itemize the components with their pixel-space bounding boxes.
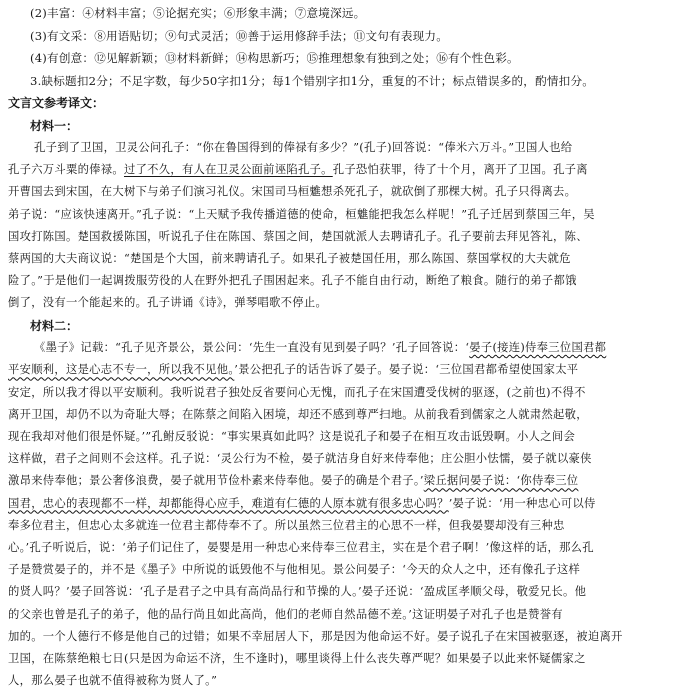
paragraph-line: 国君，忠心的表现都不一样，却都能得心应手，难道有仁德的人原本就有很多忠心吗？’晏子说：‘用一种忠心可以侍 <box>8 496 596 510</box>
material-1-title: 材料一： <box>30 118 79 133</box>
paragraph-line: 离开卫国，却仍不以为奇耻大辱；在陈蔡之间陷入困境，却还不感到尊严扫地。从前我看到儒家之人就肃然起敬， <box>8 407 588 421</box>
wavy-underlined-phrase: 国君，忠心的表现都不一样，却都能得心应手，难道有仁德的人原本就有很多忠心吗？ <box>8 496 449 510</box>
criteria-line-2: (2)丰富：④材料丰富；⑤论据充实；⑥形象丰满；⑦意境深远。 <box>30 6 366 20</box>
paragraph-line: 现在我却对他们很是怀疑。’”孔鲋反驳说：“事实果真如此吗？这是说孔子和晏子在相互攻击诋毁啊。小人之间会 <box>8 429 576 443</box>
material-1-body <box>8 137 682 315</box>
paragraph-line: 平安顺利，这是心志不专一，所以我不见他。’景公把孔子的话告诉了晏子。晏子说：‘三位国君都希望使国家太平 <box>8 363 579 377</box>
paragraph-line: 孔子六万斗粟的俸禄。过了不久，有人在卫灵公面前诬陷孔子。孔子恐怕获罪，待了十个月，离开了卫国。孔子离 <box>8 163 588 177</box>
wavy-underlined-phrase: 梁丘据问晏子说：‘你侍奉三位 <box>423 474 579 488</box>
paragraph-line: 《墨子》记载：“孔子见齐景公，景公问：‘先生一直没有见到晏子吗？’孔子回答说：‘晏子(接连)侍奉三位国君都 <box>34 341 607 355</box>
paragraph-line: 的父亲也曾是孔子的弟子，他的品行尚且如此高尚，他们的老师自然品德不差。’这证明晏子对孔子也是赞誉有 <box>8 607 563 621</box>
paragraph-line: 孔子到了卫国，卫灵公问孔子：“你在鲁国得到的俸禄有多少？”(孔子)回答说：“俸米六万斗。”卫国人也给 <box>34 141 573 154</box>
paragraph-line: 倒了，没有一个能起来的。孔子讲诵《诗》，弹琴唱歌不停止。 <box>8 296 328 310</box>
material-2-body <box>8 337 682 692</box>
paragraph-line: 心。’孔子听说后，说：‘弟子们记住了，晏婴是用一种忠心来侍奉三位君主，实在是个君子啊！’像这样的话，那么孔 <box>8 540 594 554</box>
paragraph-line: 开曹国去到宋国，在大树下与弟子们演习礼仪。宋国司马桓魋想杀死孔子，就砍倒了那棵大树。孔子只得离去。 <box>8 185 577 199</box>
paragraph-line: 这样做，君子之间则不会这样。孔子说：‘灵公行为不检，晏子就洁身自好来侍奉他；庄公胆小怯懦，晏子就以豪侠 <box>8 452 592 466</box>
criteria-line-4: (4)有创意：⑫见解新颖；⑬材料新鲜；⑭构思新巧；⑮推理想象有独到之处；⑯有个性色彩。 <box>30 51 519 65</box>
paragraph-line: 人，那么晏子也就不值得被称为贤人了。” <box>8 674 218 688</box>
underlined-phrase: 过了不久，有人在卫灵公面前诬陷孔子。 <box>123 163 333 177</box>
scoring-rule-3: 3.缺标题扣2分；不足字数，每少50字扣1分；每1个错别字扣1分，重复的不计；标点错误多的，酌情扣分。 <box>30 73 595 88</box>
paragraph-line: 国攻打陈国。楚国救援陈国，听说孔子住在陈国、蔡国之间，楚国就派人去聘请孔子。孔子要前去拜见答礼，陈、 <box>8 229 588 243</box>
paragraph-line: 激昂来侍奉他；景公奢侈浪费，晏子就用节俭朴素来侍奉他。晏子的确是个君子。’梁丘据问晏子说：‘你侍奉三位 <box>8 474 579 488</box>
wavy-underlined-phrase: 晏子(接连)侍奉三位国君都 <box>469 341 607 355</box>
paragraph-line: 蔡两国的大夫商议说：“楚国是个大国，前来聘请孔子。如果孔子被楚国任用，那么陈国、蔡国掌权的大夫就危 <box>8 252 571 266</box>
paragraph-line: 卫国，在陈蔡绝粮七日(只是因为命运不济，生不逢时)，哪里谈得上什么丧失尊严呢？如果晏子以此来怀疑儒家之 <box>8 651 586 665</box>
paragraph-line: 弟子说：“应该快速离开。”孔子说：“上天赋予我传播道德的使命，桓魋能把我怎么样呢！”孔子迁居到蔡国三年，吴 <box>8 207 595 221</box>
paragraph-line: 加的。一个人德行不修是他自己的过错；如果不幸屈居人下，那是因为他命运不好。晏子说孔子在宋国被驱逐，被迫离开 <box>8 629 623 643</box>
material-2-title: 材料二： <box>30 318 79 333</box>
paragraph-line: 险了。”于是他们一起调拨服劳役的人在野外把孔子围困起来。孔子不能自由行动，断绝了粮食。随行的弟子都饿 <box>8 274 577 288</box>
paragraph-line: 子是赞赏晏子的，并不是《墨子》中所说的诋毁他不与他相见。景公问晏子：‘今天的众人之中，还有像孔子这样 <box>8 563 581 577</box>
paragraph-line: 奉多位君主，但忠心太多就连一位君主都侍奉不了。所以虽然三位君主的心思不一样，但我晏婴却没有三种忠 <box>8 518 565 532</box>
wavy-underlined-phrase: 平安顺利，这是心志不专一，所以我不见他。 <box>8 363 235 377</box>
criteria-line-3: (3)有文采：⑧用语贴切；⑨句式灵活；⑩善于运用修辞手法；⑪文句有表现力。 <box>30 28 449 43</box>
section-title: 文言文参考译文： <box>8 96 105 110</box>
paragraph-line: 安定，所以我才得以平安顺利。我听说君子独处反省要问心无愧，而孔子在宋国遭受伐树的驱逐，(之前也)不得不 <box>8 385 586 399</box>
paragraph-line: 的贤人吗？’晏子回答说：‘孔子是君子之中具有高尚品行和节操的人。’晏子还说：‘盈成匡孝顺父母，敬爱兄长。他 <box>8 585 587 599</box>
